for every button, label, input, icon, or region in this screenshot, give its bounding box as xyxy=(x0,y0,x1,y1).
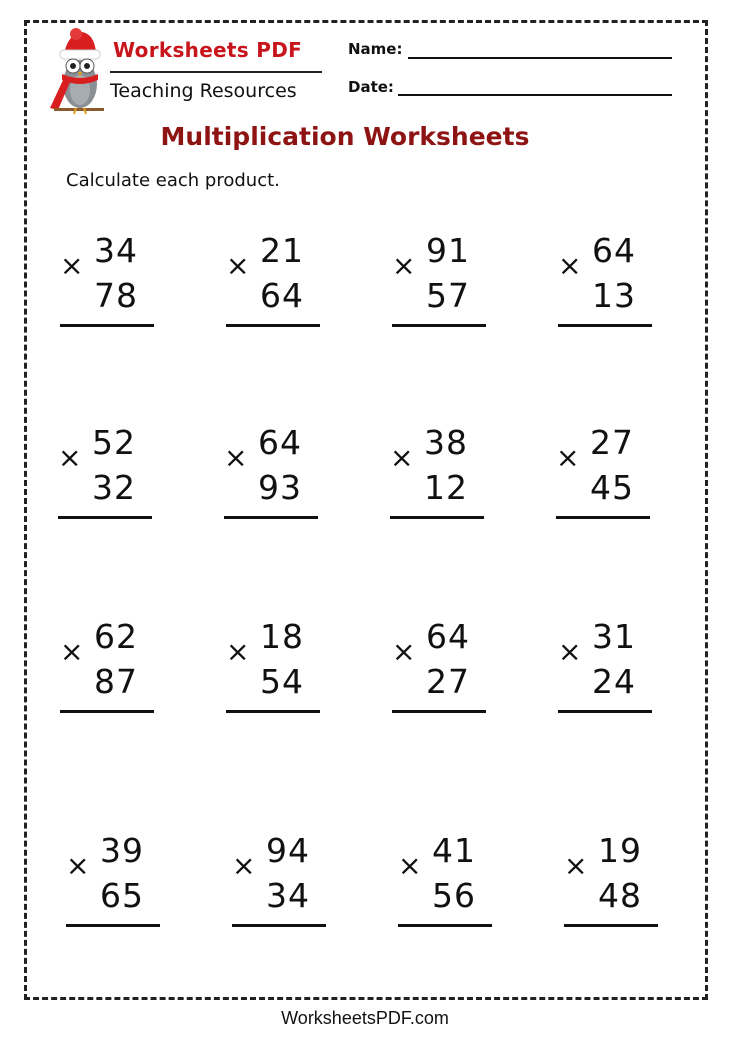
multiplicand: 19 xyxy=(598,831,642,870)
problem-card xyxy=(390,423,490,526)
multiplier: 54 xyxy=(260,662,304,701)
problem-card xyxy=(558,617,658,720)
multiplicand: 38 xyxy=(424,423,468,462)
multiplicand: 91 xyxy=(426,231,470,270)
answer-line[interactable] xyxy=(232,924,326,927)
date-field-line[interactable] xyxy=(398,94,672,96)
instructions: Calculate each product. xyxy=(66,170,280,191)
page-title: Multiplication Worksheets xyxy=(160,122,530,151)
answer-line[interactable] xyxy=(226,324,320,327)
multiplier: 24 xyxy=(592,662,636,701)
multiplicand: 64 xyxy=(426,617,470,656)
answer-line[interactable] xyxy=(60,324,154,327)
multiplicand: 64 xyxy=(592,231,636,270)
multiply-sign: × xyxy=(398,849,422,882)
multiply-sign: × xyxy=(558,635,582,668)
answer-line[interactable] xyxy=(226,710,320,713)
multiply-sign: × xyxy=(60,249,84,282)
multiplicand: 34 xyxy=(94,231,138,270)
answer-line[interactable] xyxy=(58,516,152,519)
brand-title: Worksheets PDF xyxy=(113,38,303,62)
multiply-sign: × xyxy=(564,849,588,882)
name-label: Name: xyxy=(348,40,403,58)
multiplier: 27 xyxy=(426,662,470,701)
multiplier: 32 xyxy=(92,468,136,507)
multiplier: 57 xyxy=(426,276,470,315)
footer-website: WorksheetsPDF.com xyxy=(281,1008,449,1028)
answer-line[interactable] xyxy=(564,924,658,927)
multiply-sign: × xyxy=(556,441,580,474)
answer-line[interactable] xyxy=(558,324,652,327)
problem-card xyxy=(392,617,492,720)
multiply-sign: × xyxy=(226,635,250,668)
multiplicand: 27 xyxy=(590,423,634,462)
multiplier: 34 xyxy=(266,876,310,915)
multiplier: 56 xyxy=(432,876,476,915)
multiplier: 12 xyxy=(424,468,468,507)
multiply-sign: × xyxy=(60,635,84,668)
multiplicand: 52 xyxy=(92,423,136,462)
multiplicand: 41 xyxy=(432,831,476,870)
answer-line[interactable] xyxy=(398,924,492,927)
brand-subtitle: Teaching Resources xyxy=(110,80,297,102)
answer-line[interactable] xyxy=(66,924,160,927)
problem-card xyxy=(60,617,160,720)
multiply-sign: × xyxy=(226,249,250,282)
problem-card xyxy=(232,831,332,934)
answer-line[interactable] xyxy=(390,516,484,519)
date-label: Date: xyxy=(348,78,394,96)
multiplier: 78 xyxy=(94,276,138,315)
problem-card xyxy=(398,831,498,934)
multiplier: 64 xyxy=(260,276,304,315)
problem-card xyxy=(224,423,324,526)
problem-card xyxy=(556,423,656,526)
multiplicand: 64 xyxy=(258,423,302,462)
problem-card xyxy=(392,231,492,334)
multiplier: 87 xyxy=(94,662,138,701)
multiply-sign: × xyxy=(232,849,256,882)
multiplicand: 94 xyxy=(266,831,310,870)
multiply-sign: × xyxy=(392,635,416,668)
multiplicand: 21 xyxy=(260,231,304,270)
problem-card xyxy=(66,831,166,934)
problem-card xyxy=(226,231,326,334)
multiply-sign: × xyxy=(392,249,416,282)
multiplicand: 31 xyxy=(592,617,636,656)
answer-line[interactable] xyxy=(224,516,318,519)
multiplier: 13 xyxy=(592,276,636,315)
multiplicand: 62 xyxy=(94,617,138,656)
problem-card xyxy=(226,617,326,720)
problem-card xyxy=(558,231,658,334)
multiplier: 93 xyxy=(258,468,302,507)
multiplier: 48 xyxy=(598,876,642,915)
multiply-sign: × xyxy=(66,849,90,882)
name-field-line[interactable] xyxy=(408,57,672,59)
multiplier: 65 xyxy=(100,876,144,915)
answer-line[interactable] xyxy=(556,516,650,519)
answer-line[interactable] xyxy=(558,710,652,713)
multiplicand: 39 xyxy=(100,831,144,870)
answer-line[interactable] xyxy=(392,710,486,713)
multiply-sign: × xyxy=(58,441,82,474)
multiply-sign: × xyxy=(224,441,248,474)
multiply-sign: × xyxy=(390,441,414,474)
multiplicand: 18 xyxy=(260,617,304,656)
answer-line[interactable] xyxy=(392,324,486,327)
problem-card xyxy=(564,831,664,934)
problem-card xyxy=(60,231,160,334)
problem-card xyxy=(58,423,158,526)
multiplier: 45 xyxy=(590,468,634,507)
brand-divider xyxy=(110,71,322,73)
answer-line[interactable] xyxy=(60,710,154,713)
owl-mascot-icon xyxy=(48,28,110,120)
multiply-sign: × xyxy=(558,249,582,282)
